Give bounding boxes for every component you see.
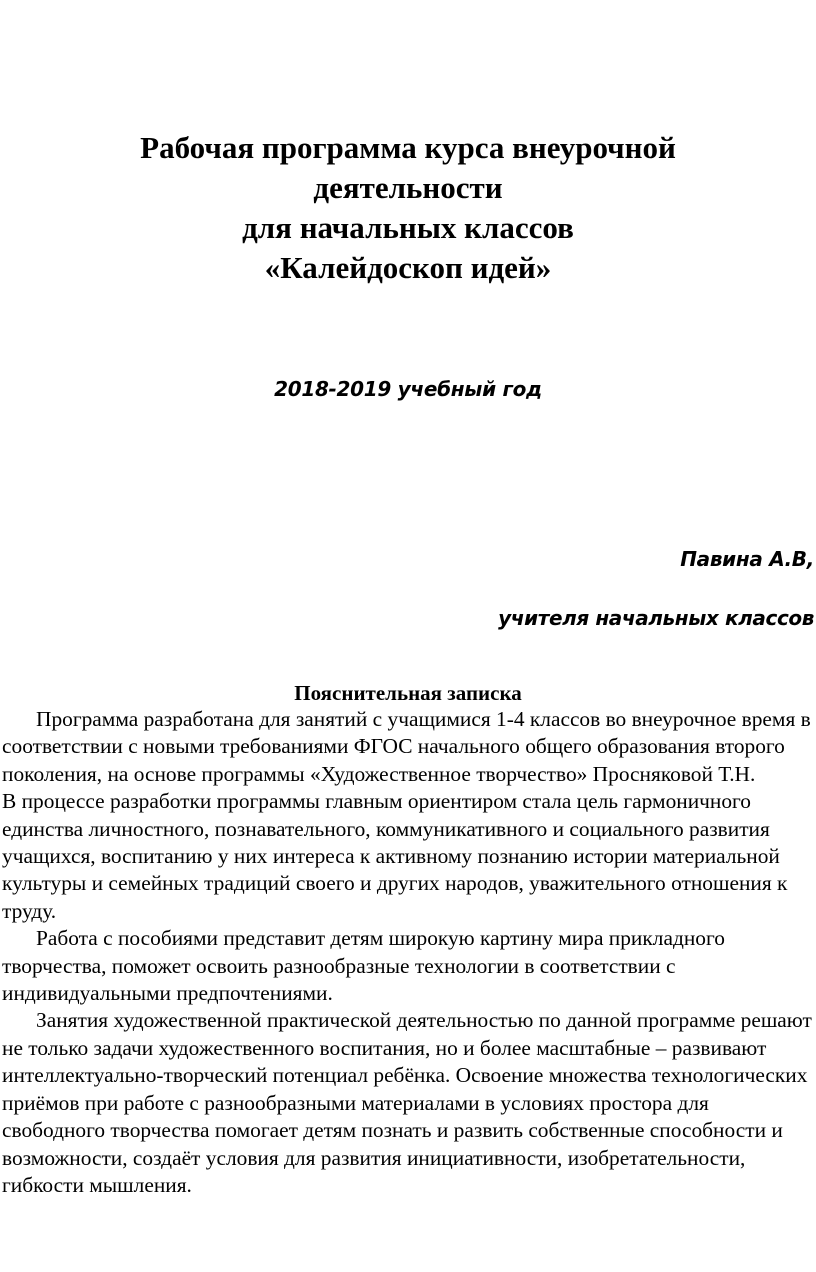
paragraph: Программа разработана для занятий с учащимися 1-4 классов во внеурочное время в соответствии с новыми требованиями ФГОС начального общего образования второго поколения, на основе программы «Художественное творчество» Просняковой Т.Н.: [2, 707, 811, 786]
author-name: Павина А.В,: [680, 547, 814, 571]
title-line: для начальных классов: [242, 210, 574, 245]
academic-year: 2018-2019 учебный год: [274, 377, 542, 401]
title-line: деятельности: [313, 170, 503, 205]
paragraph: Занятия художественной практической деятельностью по данной программе решают не только задачи художественного воспитания, но и более масштабные – развивают интеллектуально-творческий потенциал ребёнка. Освоение множества технологических приёмов при работе с разнообразными материалами в условиях простора для свободного творчества помогает детям познать и развить собственные способности и возможности, создаёт условия для развития инициативности, изобретательности, гибкости мышления.: [2, 1008, 812, 1197]
title-line: Рабочая программа курса внеурочной: [140, 130, 676, 165]
paragraph: Работа с пособиями представит детям широкую картину мира прикладного творчества, поможет освоить разнообразные технологии в соответствии с индивидуальными предпочтениями.: [2, 926, 725, 1006]
section-heading: Пояснительная записка: [294, 681, 522, 705]
author-position: учителя начальных классов: [498, 606, 814, 630]
title-line: «Калейдоскоп идей»: [264, 250, 552, 285]
explanatory-note-body: [2, 706, 814, 1199]
document-title: [0, 128, 816, 288]
paragraph: В процессе разработки программы главным ориентиром стала цель гармоничного единства личностного, познавательного, коммуникативного и социального развития учащихся, воспитанию у них интереса к активному познанию истории материальной культуры и семейных традиций своего и других народов, уважительного отношения к труду.: [2, 789, 788, 923]
